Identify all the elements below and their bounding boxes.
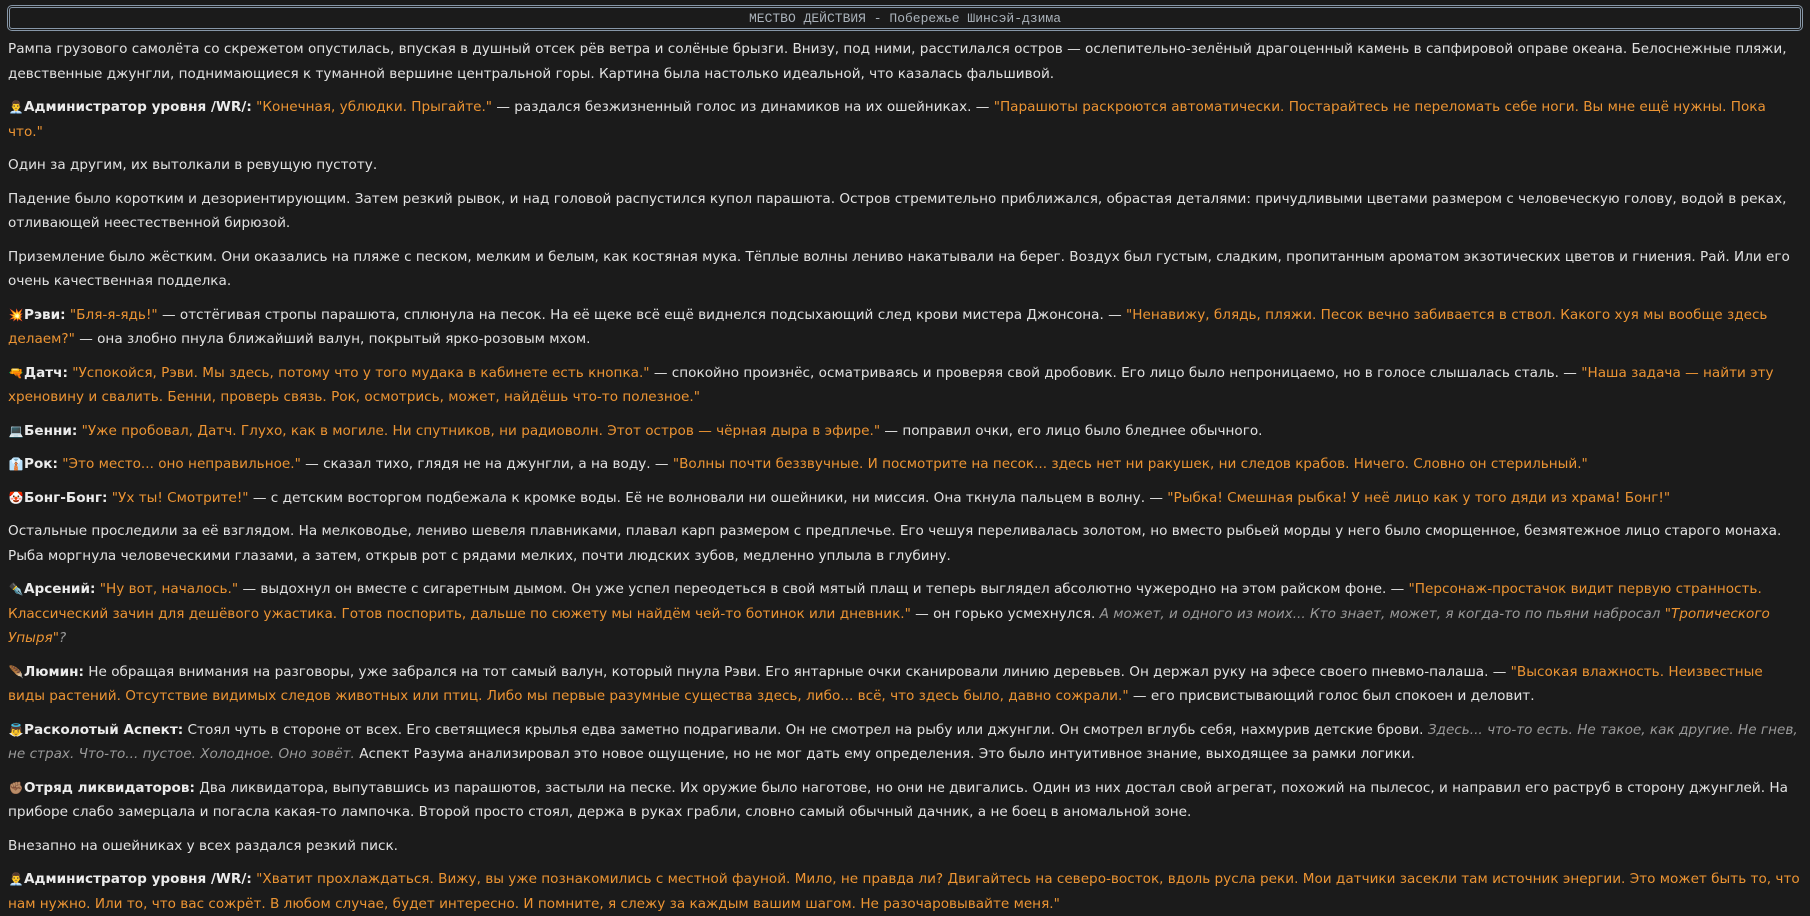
dialogue-quote: "Ну вот, началось." xyxy=(99,581,239,597)
narration-text: Один за другим, их вытолкали в ревущую пустоту. xyxy=(8,157,378,173)
dialogue-paragraph xyxy=(8,95,1802,144)
narration-text: — он горько усмехнулся. xyxy=(910,605,1100,622)
narration-text: Остальные проследили за её взглядом. На мелководье, лениво шевеля плавниками, плавал карп размером с предплечье. Его чешуя переливалась золотом, но вместо рыбьей морды у него было сморщенное, безмятежное лицо старого монаха. Рыба моргнула человеческими глазами, а затем, открыв рот с рядами мелких, почти людских зубов, медленно уплыла в глубину. xyxy=(8,523,1782,564)
dialogue-quote: "Рыбка! Смешная рыбка! У неё лицо как у того дяди из храма! Бонг!" xyxy=(1167,489,1671,506)
scene-location-header xyxy=(7,5,1803,31)
narration-text: — поправил очки, его лицо было бледнее обычного. xyxy=(880,422,1263,439)
pen-icon: ✒️ xyxy=(8,582,24,596)
narration-text: Падение было коротким и дезориентирующим. Затем резкий рывок, и над головой распустился купол парашюта. Остров стремительно приближался, обрастая деталями: причудливыми цветами размером с человеческую голову, водой в реках, отливающей неестественной бирюзой. xyxy=(8,190,1787,231)
speaker-name: Датч: xyxy=(24,364,68,381)
dialogue-paragraph xyxy=(8,419,1802,444)
dialogue-quote: "Наша задача — найти эту хреновину и свалить. Бенни, проверь связь. Рок, осмотрись, может, найдёшь что-то полезное." xyxy=(8,364,1774,405)
narration-paragraph xyxy=(8,37,1802,86)
dialogue-paragraph xyxy=(8,776,1802,825)
speaker-name: Рэви: xyxy=(24,306,66,323)
speaker-name: Бонг-Бонг: xyxy=(24,489,108,506)
speaker-name: Рок: xyxy=(24,456,58,472)
clown-icon: 🤡 xyxy=(8,490,24,505)
narration-paragraph xyxy=(8,153,1802,178)
narration-text: Внезапно на ошейниках у всех раздался резкий писк. xyxy=(8,837,398,854)
speaker-name: Бенни: xyxy=(24,422,78,439)
narration-paragraph xyxy=(8,187,1802,236)
speaker-name: Расколотый Аспект: xyxy=(24,721,184,738)
narration-text: — с детским восторгом подбежала к кромке воды. Её не волновали ни ошейники, ни миссия. Она ткнула пальцем в волну. — xyxy=(248,489,1168,506)
inner-thought: ? xyxy=(58,630,67,646)
dialogue-paragraph xyxy=(8,452,1802,477)
dialogue-quote: "Волны почти беззвучные. И посмотрите на песок... здесь нет ни ракушек, ни следов крабов. Ничего. Словно он стерильный." xyxy=(672,456,1588,472)
inner-thought: Здесь... что-то есть. Не такое, как другие. Не гнев, не страх. Что-то... пустое. Холодное. Оно зовёт. xyxy=(8,721,1798,762)
dialogue-quote: "Ух ты! Смотрите!" xyxy=(111,489,249,506)
speaker-name: Администратор уровня /WR/: xyxy=(24,871,252,887)
dialogue-paragraph xyxy=(8,486,1802,511)
speaker-name: Арсений: xyxy=(24,581,96,597)
admin-icon: 👨‍💼 xyxy=(8,100,24,114)
dialogue-quote: "Конечная, ублюдки. Прыгайте." xyxy=(256,99,493,115)
narration-paragraph xyxy=(8,834,1802,859)
angel-icon: 👼 xyxy=(8,722,24,737)
laptop-icon: 💻 xyxy=(8,423,24,438)
scene-location-title: МЕСТВО ДЕЙСТВИЯ - Побережье Шинсэй-дзима xyxy=(748,10,1062,26)
dialogue-quote: "Парашюты раскроются автоматически. Постарайтесь не переломать себе ноги. Вы мне ещё нужны. Пока что." xyxy=(8,99,1766,140)
gun-icon: 🔫 xyxy=(8,365,24,380)
dialogue-quote: "Бля-я-ядь!" xyxy=(69,306,158,323)
dialogue-quote: "Хватит прохлаждаться. Вижу, вы уже познакомились с местной фауной. Мило, не правда ли? Двигайтесь на северо-восток, вдоль русла реки. Мои датчики засекли там источник энергии. Это может быть то, что нам нужно. Или то, что вас сожрёт. В любом случае, будет интересно. И помните, я слежу за каждым вашим шагом. Не разочаровывайте меня." xyxy=(8,871,1800,912)
narration-text: — отстёгивая стропы парашюта, сплюнула на песок. На её щеке всё ещё виднелся подсыхающий след крови мистера Джонсона. — xyxy=(157,306,1127,323)
inner-thought-quote: "Тропического Упыря" xyxy=(8,605,1770,646)
dialogue-quote: "Уже пробовал, Датч. Глухо, как в могиле. Ни спутников, ни радиоволн. Этот остров — чёрная дыра в эфире." xyxy=(81,422,881,439)
dialogue-quote: "Персонаж-простачок видит первую странность. Классический зачин для дешёвого ужастика. Готов поспорить, дальше по сюжету мы найдём чей-то ботинок или дневник." xyxy=(8,581,1762,622)
dialogue-paragraph xyxy=(8,303,1802,352)
narration-text: — сказал тихо, глядя не на джунгли, а на воду. — xyxy=(300,456,673,472)
dialogue-quote: "Успокойся, Рэви. Мы здесь, потому что у того мудака в кабинете есть кнопка." xyxy=(72,364,650,381)
story-log xyxy=(0,31,1810,916)
narration-paragraph xyxy=(8,245,1802,294)
fist-icon: ✊🏽 xyxy=(8,780,24,795)
narration-text: Аспект Разума анализировал это новое ощущение, но не мог дать ему определения. Это было интуитивное знание, выходящее за рамки логики. xyxy=(354,746,1415,762)
speaker-name: Администратор уровня /WR/: xyxy=(24,99,252,115)
dialogue-paragraph xyxy=(8,718,1802,767)
dialogue-quote: "Это место... оно неправильное." xyxy=(62,456,301,472)
narration-text: — его присвистывающий голос был спокоен и деловит. xyxy=(1128,688,1535,704)
dialogue-quote: "Ненавижу, блядь, пляжи. Песок вечно забивается в ствол. Какого хуя мы вообще здесь делаем?" xyxy=(8,306,1768,347)
inner-thought: А может, и одного из моих... Кто знает, может, я когда-то по пьяни набросал xyxy=(1099,605,1665,622)
narration-text: Два ликвидатора, выпутавшись из парашютов, застыли на песке. Их оружие было наготове, но они не двигались. Один из них достал свой агрегат, похожий на пылесос, и направил его раструб в сторону джунглей. На приборе слабо замерцала и погасла какая-то лампочка. Второй просто стоял, держа в руках грабли, словно самый обычный дачник, а не боец в аномальной зоне. xyxy=(8,779,1788,820)
narration-text: — спокойно произнёс, осматриваясь и проверяя свой дробовик. Его лицо было непроницаемо, но в голосе слышалась сталь. — xyxy=(649,364,1582,381)
dialogue-paragraph xyxy=(8,361,1802,410)
narration-text: Не обращая внимания на разговоры, уже забрался на тот самый валун, который пнула Рэви. Его янтарные очки сканировали линию деревьев. Он держал руку на эфесе своего пневмо-палаша. — xyxy=(83,663,1511,680)
narration-text: — раздался безжизненный голос из динамиков на их ошейниках. — xyxy=(492,99,994,115)
explosion-icon: 💥 xyxy=(8,307,24,322)
admin-icon: 👨‍💼 xyxy=(8,872,24,886)
feather-icon: 🪶 xyxy=(8,664,24,679)
narration-text: — выдохнул он вместе с сигаретным дымом. Он уже успел переодеться в свой мятый плащ и теперь выглядел абсолютно чужеродно на этом райском фоне. — xyxy=(238,581,1409,597)
dialogue-paragraph xyxy=(8,867,1802,916)
speaker-name: Люмин: xyxy=(24,663,84,680)
dialogue-paragraph xyxy=(8,577,1802,651)
narration-text: Рампа грузового самолёта со скрежетом опустилась, впуская в душный отсек рёв ветра и солёные брызги. Внизу, под ними, расстилался остров — ослепительно-зелёный драгоценный камень в сапфировой оправе океана. Белоснежные пляжи, девственные джунгли, поднимающиеся к туманной вершине центральной горы. Картина была настолько идеальной, что казалась фальшивой. xyxy=(8,41,1787,82)
dialogue-quote: "Высокая влажность. Неизвестные виды растений. Отсутствие видимых следов животных или птиц. Либо мы первые разумные существа здесь, либо... всё, что здесь было, давно сожрали." xyxy=(8,663,1763,704)
narration-text: — она злобно пнула ближайший валун, покрытый ярко-розовым мхом. xyxy=(74,331,591,347)
suit-icon: 👔 xyxy=(8,457,24,471)
dialogue-paragraph xyxy=(8,660,1802,709)
narration-text: Стоял чуть в стороне от всех. Его светящиеся крылья едва заметно подрагивали. Он не смотрел на рыбу или джунгли. Он смотрел вглубь себя, нахмурив детские брови. xyxy=(183,721,1428,738)
narration-paragraph xyxy=(8,519,1802,568)
narration-text: Приземление было жёстким. Они оказались на пляже с песком, мелким и белым, как костяная мука. Тёплые волны лениво накатывали на берег. Воздух был густым, сладким, пропитанным ароматом экзотических цветов и гниения. Рай. Или его очень качественная подделка. xyxy=(8,248,1790,289)
speaker-name: Отряд ликвидаторов: xyxy=(24,779,195,796)
